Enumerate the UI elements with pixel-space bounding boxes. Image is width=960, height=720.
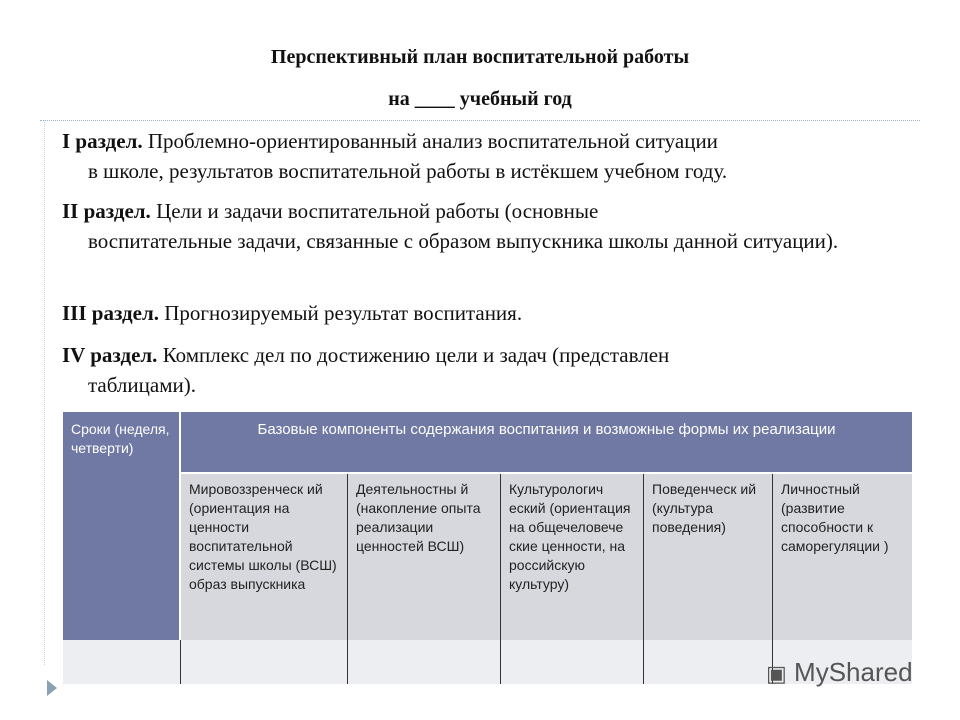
empty-cell [63,640,180,684]
section-text-cont: воспитательные задачи, связанные с образом выпускника школы данной ситуации). [88,229,839,253]
page-subtitle: на ____ учебный год [388,88,572,110]
section-4 [62,340,912,400]
col-header-components: Базовые компоненты содержания воспитания и возможные формы их реализации [180,412,912,473]
presentation-icon: ▣ [766,661,787,686]
section-text: Комплекс дел по достижению цели и задач (представлен [157,343,670,367]
component-cell: Культурологич еский (ориентация на общечеловече ские ценности, на российскую культуру) [501,473,644,640]
divider [40,120,920,121]
section-2 [62,196,912,256]
plan-table [63,412,912,684]
bullet-arrow-icon [47,680,57,696]
section-heading: I раздел. [62,129,143,153]
watermark-logo [766,657,913,688]
component-cell: Мировоззренческ ий (ориентация на ценности воспитательной системы школы (ВСШ) образ выпускника [180,473,348,640]
empty-cell [348,640,501,684]
section-heading: IV раздел. [62,343,158,367]
component-cell: Деятельностны й (накопление опыта реализации ценностей ВСШ) [348,473,501,640]
section-text-cont: таблицами). [88,373,196,397]
component-cell: Поведенческ ий (культура поведения) [644,473,773,640]
section-text: Проблемно-ориентированный анализ воспитательной ситуации [142,129,718,153]
section-3 [62,298,912,328]
section-heading: II раздел. [62,199,151,223]
empty-cell [180,640,348,684]
component-cell: Личностный (развитие способности к саморегуляции ) [773,473,913,640]
col-header-dates: Сроки (неделя, четверти) [63,412,180,640]
empty-cell [644,640,773,684]
watermark-text: MyShared [794,657,913,687]
section-heading: III раздел. [62,301,159,325]
section-text: Цели и задачи воспитательной работы (основные [150,199,599,223]
section-text: Прогнозируемый результат воспитания. [158,301,523,325]
divider-vertical [44,120,45,665]
page-title: Перспективный план воспитательной работы [270,46,690,68]
section-text-cont: в школе, результатов воспитательной работы в истёкшем учебном году. [88,159,728,183]
empty-cell [501,640,644,684]
section-1 [62,126,912,186]
